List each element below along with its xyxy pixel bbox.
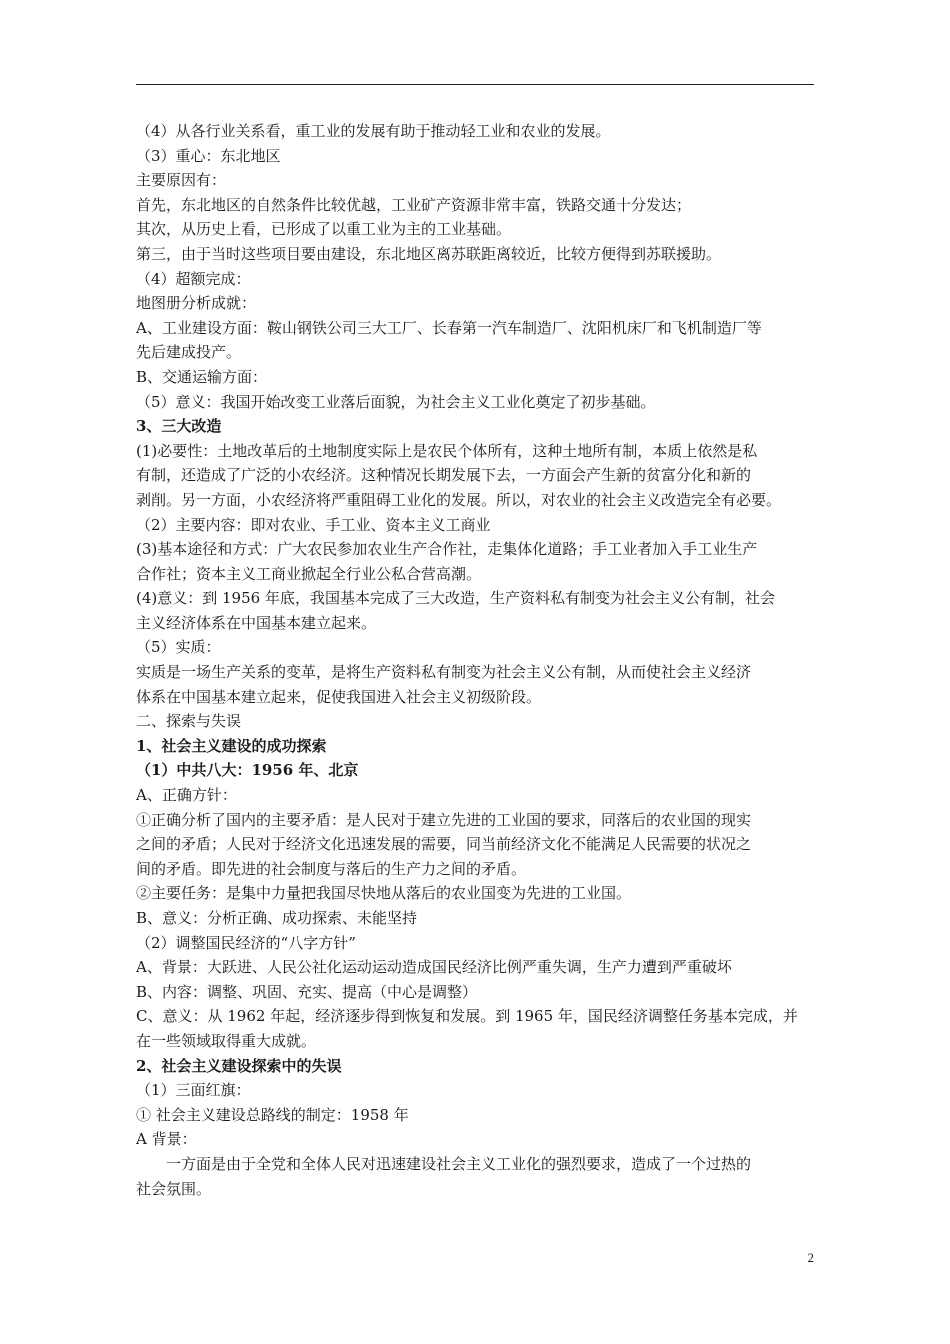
page-number: 2 <box>807 1250 814 1265</box>
text-line: A、正确方针： <box>136 786 237 805</box>
text-line: （5）实质： <box>136 638 221 657</box>
text-line: 主要原因有： <box>136 171 227 190</box>
text-line: C、意义：从 1962 年起，经济逐步得到恢复和发展。到 1965 年，国民经济调整任务基本完成，并 <box>136 1007 798 1026</box>
text-line: B、交通运输方面： <box>136 367 268 386</box>
text-line: 地图册分析成就： <box>136 294 257 313</box>
text-line: 其次，从历史上看，已形成了以重工业为主的工业基础。 <box>136 220 512 239</box>
header-rule <box>136 84 814 85</box>
text-line: 第三，由于当时这些项目要由建设，东北地区离苏联距离较近，比较方便得到苏联援助。 <box>136 244 722 263</box>
section-heading: 1、社会主义建设的成功探索 <box>136 736 327 755</box>
text-line: 首先，东北地区的自然条件比较优越，工业矿产资源非常丰富，铁路交通十分发达； <box>136 195 692 214</box>
text-line: ①正确分析了国内的主要矛盾：是人民对于建立先进的工业国的要求，同落后的农业国的现实 <box>136 810 752 829</box>
section-heading: （1）中共八大：1956 年、北京 <box>136 761 359 780</box>
text-line: (4)意义：到 1956 年底，我国基本完成了三大改造，生产资料私有制变为社会主义公有制，社会 <box>136 589 775 608</box>
text-line: 主义经济体系在中国基本建立起来。 <box>136 613 377 632</box>
text-line: （2）调整国民经济的“八字方针” <box>136 933 356 952</box>
text-line: 一方面是由于全党和全体人民对迅速建设社会主义工业化的强烈要求，造成了一个过热的 <box>166 1154 752 1173</box>
text-line: 在一些领域取得重大成就。 <box>136 1031 317 1050</box>
text-line: ① 社会主义建设总路线的制定：1958 年 <box>136 1105 409 1124</box>
text-line: 社会氛围。 <box>136 1179 212 1198</box>
text-line: 有制，还造成了广泛的小农经济。这种情况长期发展下去，一方面会产生新的贫富分化和新的 <box>136 466 752 485</box>
text-line: 体系在中国基本建立起来，促使我国进入社会主义初级阶段。 <box>136 687 542 706</box>
document-body <box>136 119 816 1201</box>
text-line: （4）超额完成： <box>136 269 251 288</box>
text-line: A、背景：大跃进、人民公社化运动运动造成国民经济比例严重失调，生产力遭到严重破坏 <box>136 958 732 977</box>
text-line: B、内容：调整、巩固、充实、提高（中心是调整） <box>136 982 478 1001</box>
text-line: (1)必要性：土地改革后的土地制度实际上是农民个体所有，这种土地所有制，本质上依然是私 <box>136 441 758 460</box>
text-line: (3)基本途径和方式：广大农民参加农业生产合作社，走集体化道路；手工业者加入手工业生产 <box>136 540 758 559</box>
text-line: 实质是一场生产关系的变革，是将生产资料私有制变为社会主义公有制，从而使社会主义经济 <box>136 663 752 682</box>
section-heading: 3、三大改造 <box>136 417 222 436</box>
text-line: 先后建成投产。 <box>136 343 242 362</box>
section-heading: 2、社会主义建设探索中的失误 <box>136 1056 342 1075</box>
text-line: 剥削。另一方面，小农经济将严重阻碍工业化的发展。所以，对农业的社会主义改造完全有必要。 <box>136 490 782 509</box>
text-line: （2）主要内容：即对农业、手工业、资本主义工商业 <box>136 515 491 534</box>
text-line: 之间的矛盾；人民对于经济文化迅速发展的需要，同当前经济文化不能满足人民需要的状况之 <box>136 835 752 854</box>
text-line: （3）重心：东北地区 <box>136 146 281 165</box>
text-line: （5）意义：我国开始改变工业落后面貌，为社会主义工业化奠定了初步基础。 <box>136 392 656 411</box>
text-line: B、意义：分析正确、成功探索、未能坚持 <box>136 909 418 927</box>
text-line: 合作社；资本主义工商业掀起全行业公私合营高潮。 <box>136 564 482 583</box>
text-line: 间的矛盾。即先进的社会制度与落后的生产力之间的矛盾。 <box>136 859 527 878</box>
text-line: ②主要任务：是集中力量把我国尽快地从落后的农业国变为先进的工业国。 <box>136 884 632 903</box>
text-line: A 背景： <box>136 1130 197 1149</box>
text-line: （1）三面红旗： <box>136 1081 251 1100</box>
text-line: （4）从各行业关系看，重工业的发展有助于推动轻工业和农业的发展。 <box>136 122 611 140</box>
text-line: A、工业建设方面：鞍山钢铁公司三大工厂、长春第一汽车制造厂、沈阳机床厂和飞机制造厂等 <box>136 318 762 337</box>
text-line: 二、探索与失误 <box>136 712 242 731</box>
